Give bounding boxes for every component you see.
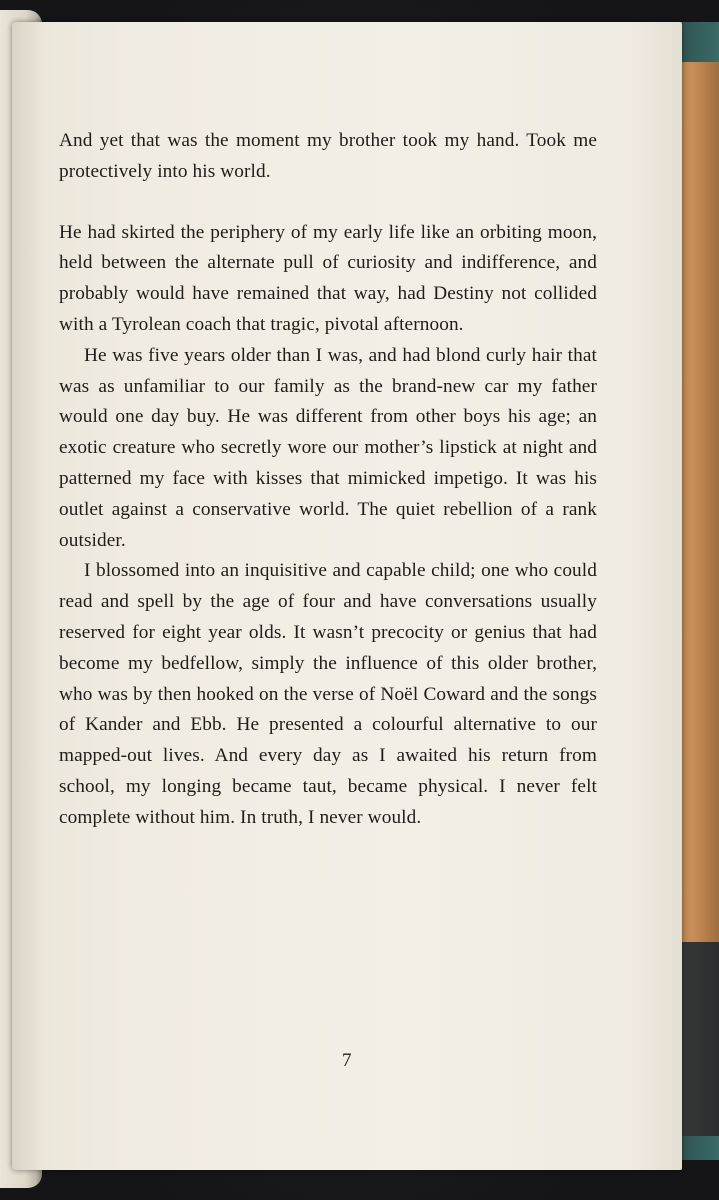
paragraph-1: And yet that was the moment my brother took my hand. Took me protectively into his world.	[59, 130, 597, 182]
section-break	[59, 188, 597, 218]
body-text	[59, 126, 597, 834]
book-page	[12, 22, 682, 1170]
paragraph-4: I blossomed into an inquisitive and capable child; one who could read and spell by the age of four and have conversations usually reserved for eight year olds. It wasn’t precocity or genius that had become my bedfellow, simply the influence of this older brother, who was by then hooked on the verse of Noël Coward and the songs of Kander and Ebb. He presented a colourful alternative to our mapped-out lives. And every day as I awaited his return from school, my longing became taut, became physical. I never felt complete without him. In truth, I never would.	[59, 560, 597, 828]
paragraph-2: He had skirted the periphery of my early life like an orbiting moon, held between the alternate pull of curiosity and indifference, and probably would have remained that way, had Destiny not collided with a Tyrolean coach that tragic, pivotal afternoon.	[59, 221, 597, 335]
paragraph-3: He was five years older than I was, and had blond curly hair that was as unfamiliar to our family as the brand-new car my father would one day buy. He was different from other boys his age; an exotic creature who secretly wore our mother’s lipstick at night and patterned my face with kisses that mimicked impetigo. It was his outlet against a conservative world. The quiet rebellion of a rank outsider.	[59, 344, 597, 551]
page-number: 7	[342, 1050, 352, 1071]
